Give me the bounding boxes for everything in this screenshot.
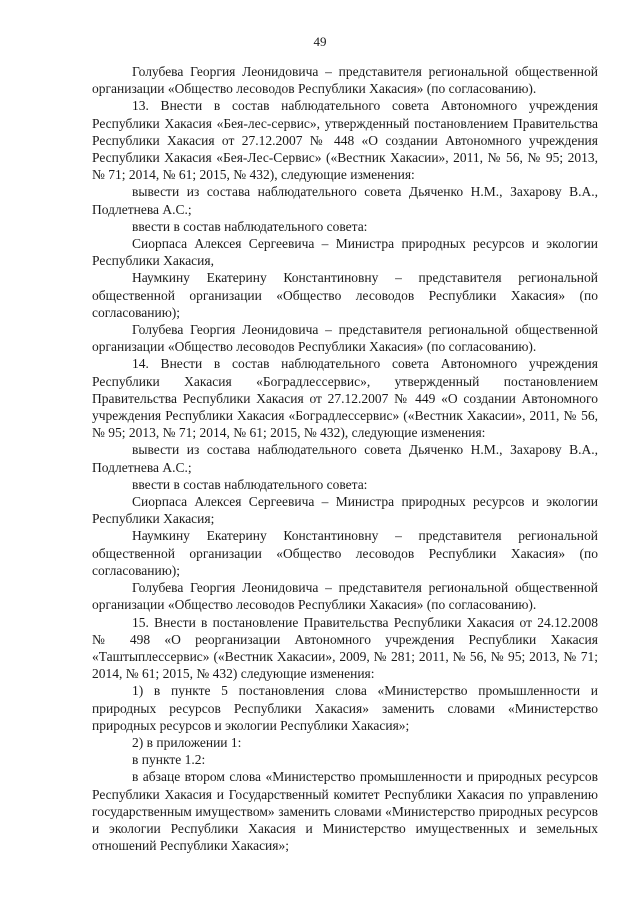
paragraph: вывести из состава наблюдательного совета Дьяченко Н.М., Захарову В.А., Подлетнева А.С.; <box>92 184 598 217</box>
paragraph: 2) в приложении 1: <box>132 734 242 750</box>
paragraph: в абзаце втором слова «Министерство промышленности и природных ресурсов Республики Хакасия и Государственный комитет Республики Хакасия по управлению государственным имуществом» заменить словами «Министерство природных ресурсов и экологии Республики Хакасия и Министерство имущественных и земельных отношений Республики Хакасия»; <box>92 769 598 854</box>
paragraph: 13. Внести в состав наблюдательного совета Автономного учреждения Республики Хакасия «Бея-лес-сервис», утвержденный постановлением Правительства Республики Хакасия от 27.12.2007 № 448 «О создании Автономного учреждения Республики Хакасия «Бея-Лес-Сервис» («Вестник Хакасии», 2011, № 56, № 95; 2013, № 71; 2014, № 61; 2015, № 432), следующие изменения: <box>92 98 598 183</box>
paragraph: Наумкину Екатерину Константиновну – представителя региональной общественной организации «Общество лесоводов Республики Хакасия» (по согласованию); <box>92 270 598 320</box>
paragraph: Сиорпаса Алексея Сергеевича – Министра природных ресурсов и экологии Республики Хакасия; <box>92 494 598 527</box>
paragraph: 1) в пункте 5 постановления слова «Министерство промышленности и природных ресурсов Республики Хакасия» заменить словами «Министерство природных ресурсов и экологии Республики Хакасия»; <box>92 683 598 733</box>
document-body <box>92 63 598 854</box>
paragraph: в пункте 1.2: <box>132 752 206 768</box>
paragraph: Наумкину Екатерину Константиновну – представителя региональной общественной организации «Общество лесоводов Республики Хакасия» (по согласованию); <box>92 528 598 578</box>
paragraph: вывести из состава наблюдательного совета Дьяченко Н.М., Захарову В.А., Подлетнева А.С.; <box>92 442 598 475</box>
paragraph: Сиорпаса Алексея Сергеевича – Министра природных ресурсов и экологии Республики Хакасия, <box>92 236 598 269</box>
paragraph: Голубева Георгия Леонидовича – представителя региональной общественной организации «Общество лесоводов Республики Хакасия» (по согласованию). <box>92 580 598 613</box>
paragraph: ввести в состав наблюдательного совета: <box>132 476 368 492</box>
paragraph: Голубева Георгия Леонидовича – представителя региональной общественной организации «Общество лесоводов Республики Хакасия» (по согласованию). <box>92 322 598 355</box>
paragraph: 15. Внести в постановление Правительства Республики Хакасия от 24.12.2008 № 498 «О реорганизации Автономного учреждения Республики Хакасия «Таштыплессервис» («Вестник Хакасии», 2009, № 281; 2011, № 56, № 95; 2013, № 71; 2014, № 61; 2015, № 432) следующие изменения: <box>92 614 598 682</box>
paragraph: ввести в состав наблюдательного совета: <box>132 218 368 234</box>
paragraph: Голубева Георгия Леонидовича – представителя региональной общественной организации «Общество лесоводов Республики Хакасия» (по согласованию). <box>92 64 598 97</box>
page-number: 49 <box>313 34 327 49</box>
paragraph: 14. Внести в состав наблюдательного совета Автономного учреждения Республики Хакасия «Боградлессервис», утвержденный постановлением Правительства Республики Хакасия от 27.12.2007 № 449 «О создании Автономного учреждения Республики Хакасия «Боградлессервис» («Вестник Хакасии», 2011, № 56, № 95; 2013, № 71; 2014, № 61; 2015, № 432), следующие изменения: <box>92 356 598 441</box>
